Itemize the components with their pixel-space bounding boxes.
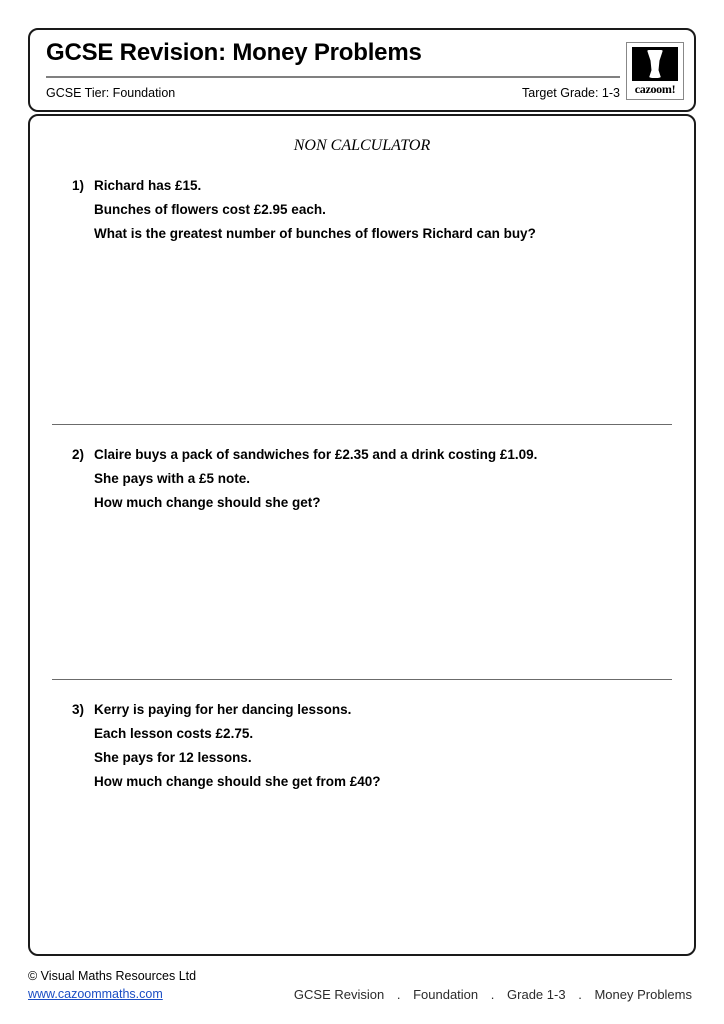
question-line: [52, 746, 672, 770]
question-line: [52, 222, 672, 246]
question-item: [30, 156, 694, 424]
target-grade-label: Target Grade: 1-3: [522, 86, 620, 100]
cazoom-logo: [626, 42, 684, 100]
copyright-text: © Visual Maths Resources Ltd: [28, 969, 197, 983]
breadcrumb-separator: .: [490, 987, 495, 1002]
question-line: [52, 198, 672, 222]
question-text: Richard has £15.: [94, 178, 202, 193]
question-line: [52, 443, 672, 467]
breadcrumb-item-subject: GCSE Revision: [293, 987, 385, 1002]
question-number: 3): [71, 702, 84, 717]
question-item: [30, 425, 694, 679]
breadcrumb-separator: .: [578, 987, 582, 1002]
goblet-icon: [632, 47, 678, 81]
worksheet-body: [28, 114, 696, 956]
question-line: [52, 698, 672, 722]
page-title: GCSE Revision: Money Problems: [46, 39, 422, 66]
question-line: [52, 722, 672, 746]
question-text: Bunches of flowers cost £2.95 each.: [94, 202, 326, 217]
breadcrumb-item-topic: Money Problems: [594, 987, 692, 1002]
question-number: 2): [71, 447, 84, 462]
question-text: She pays with a £5 note.: [94, 471, 251, 486]
question-line: [52, 770, 672, 794]
breadcrumb-item-tier: Foundation: [413, 987, 479, 1002]
question-line: [52, 174, 672, 198]
question-text: Kerry is paying for her dancing lessons.: [94, 702, 352, 717]
question-list: [30, 156, 694, 942]
calculator-note: NON CALCULATOR: [293, 137, 431, 154]
question-line: [52, 491, 672, 515]
question-text: She pays for 12 lessons.: [94, 750, 252, 765]
worksheet-footer: [28, 968, 696, 1012]
question-text: Claire buys a pack of sandwiches for £2.35 and a drink costing £1.09.: [94, 447, 538, 462]
question-line: [52, 467, 672, 491]
breadcrumb-item-grade: Grade 1-3: [507, 987, 566, 1002]
logo-wordmark: cazoom!: [634, 82, 676, 96]
title-rule: [46, 76, 620, 78]
question-number: 1): [71, 178, 84, 193]
question-text: What is the greatest number of bunches of flowers Richard can buy?: [94, 226, 536, 241]
worksheet-header: [28, 28, 696, 112]
breadcrumb: [294, 986, 692, 1003]
website-link[interactable]: www.cazoommaths.com: [28, 987, 163, 1001]
tier-label: GCSE Tier: Foundation: [46, 86, 176, 100]
question-text: Each lesson costs £2.75.: [94, 726, 254, 741]
question-text: How much change should she get from £40?: [94, 774, 381, 789]
question-item: [30, 680, 694, 942]
title-row: [46, 38, 616, 68]
breadcrumb-separator: .: [396, 987, 401, 1002]
footer-left: [28, 968, 196, 1003]
question-text: How much change should she get?: [94, 495, 321, 510]
header-meta-row: [46, 82, 620, 104]
